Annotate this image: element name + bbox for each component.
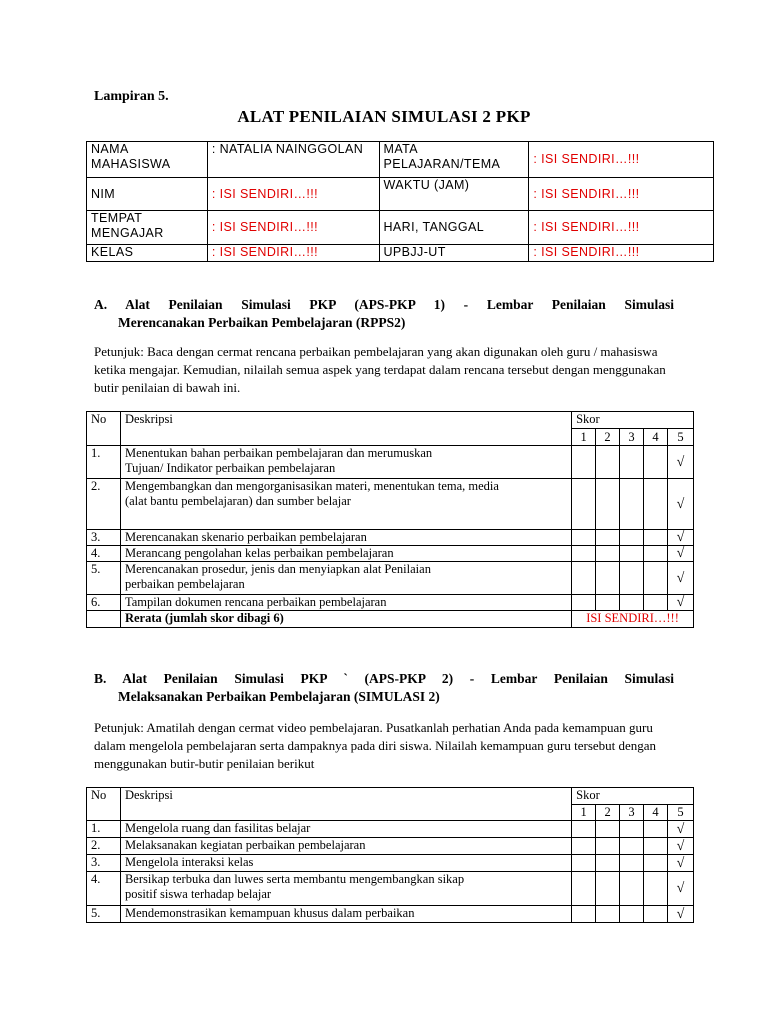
tempat-label: TEMPAT MENGAJAR [87, 211, 208, 245]
scale-2: 2 [596, 805, 620, 821]
kelas-value: : ISI SENDIRI…!!! [207, 245, 379, 262]
row-no: 2. [87, 479, 121, 530]
row-no: 4. [87, 546, 121, 562]
table-row [87, 906, 694, 923]
check-mark: √ [667, 872, 693, 906]
mapel-value: : ISI SENDIRI…!!! [529, 142, 714, 178]
col-desc-header: Deskripsi [120, 788, 571, 821]
scale-5: 5 [667, 429, 693, 446]
scale-3: 3 [620, 429, 644, 446]
section-b-heading-line1: Alat Penilaian Simulasi PKP ` (APS-PKP 2) - Lembar Penilaian Simulasi [122, 671, 674, 686]
scale-2: 2 [596, 429, 620, 446]
section-b-letter: B. [94, 671, 107, 686]
waktu-label: WAKTU (JAM) [379, 178, 529, 211]
col-no-header: No [87, 412, 121, 446]
table-row [87, 562, 694, 595]
identity-table [86, 141, 714, 262]
row-desc: Bersikap terbuka dan luwes serta membantu mengembangkan sikap positif siswa terhadap belajar [120, 872, 571, 906]
assessment-table-b [86, 787, 694, 923]
lampiran-label: Lampiran 5. [94, 89, 169, 104]
table-row [87, 838, 694, 855]
scale-5: 5 [667, 805, 693, 821]
row-desc: Tampilan dokumen rencana perbaikan pembelajaran [120, 595, 571, 611]
row-no: 4. [87, 872, 121, 906]
check-mark: √ [667, 906, 693, 923]
hari-value: : ISI SENDIRI…!!! [529, 211, 714, 245]
section-b-instructions: Petunjuk: Amatilah dengan cermat video pembelajaran. Pusatkanlah perhatian Anda pada kemampuan guru dalam mengelola pembelajaran serta dampaknya pada diri siswa. Nilailah kemampuan guru tersebut dengan menggunakan butir-butir penilaian berikut [94, 720, 657, 771]
hari-label: HARI, TANGGAL [379, 211, 529, 245]
row-desc: Merancang pengolahan kelas perbaikan pembelajaran [120, 546, 571, 562]
table-row [87, 595, 694, 611]
scale-1: 1 [572, 805, 596, 821]
section-a-instructions: Petunjuk: Baca dengan cermat rencana perbaikan pembelajaran yang akan digunakan oleh guru / mahasiswa ketika mengajar. Kemudian, nilailah semua aspek yang terdapat dalam rencana tersebut dengan menggunakan butir penilaian di bawah ini. [94, 344, 666, 395]
tempat-value: : ISI SENDIRI…!!! [207, 211, 379, 245]
scale-4: 4 [644, 805, 668, 821]
check-mark: √ [667, 530, 693, 546]
section-a-letter: A. [94, 297, 108, 312]
table-row [87, 446, 694, 479]
row-desc: Menentukan bahan perbaikan pembelajaran dan merumuskan Tujuan/ Indikator perbaikan pembelajaran [120, 446, 571, 479]
kelas-label: KELAS [87, 245, 208, 262]
row-desc: Mengembangkan dan mengorganisasikan materi, menentukan tema, media (alat bantu pembelajaran) dan sumber belajar [120, 479, 571, 530]
page-title: ALAT PENILAIAN SIMULASI 2 PKP [237, 107, 531, 126]
col-no-header: No [87, 788, 121, 821]
row-no: 6. [87, 595, 121, 611]
row-no: 1. [87, 821, 121, 838]
waktu-value: : ISI SENDIRI…!!! [529, 178, 714, 211]
row-desc: Melaksanakan kegiatan perbaikan pembelajaran [120, 838, 571, 855]
row-no: 5. [87, 562, 121, 595]
check-mark: √ [667, 562, 693, 595]
row-desc: Mendemonstrasikan kemampuan khusus dalam perbaikan [120, 906, 571, 923]
table-row [87, 546, 694, 562]
col-skor-header: Skor [572, 788, 694, 805]
nim-value: : ISI SENDIRI…!!! [207, 178, 379, 211]
scale-1: 1 [572, 429, 596, 446]
table-row [87, 872, 694, 906]
upbjj-value: : ISI SENDIRI…!!! [529, 245, 714, 262]
assessment-table-a [86, 411, 694, 628]
col-desc-header: Deskripsi [120, 412, 571, 446]
row-no: 3. [87, 855, 121, 872]
row-desc: Merencanakan prosedur, jenis dan menyiapkan alat Penilaian perbaikan pembelajaran [120, 562, 571, 595]
check-mark: √ [667, 855, 693, 872]
check-mark: √ [667, 479, 693, 530]
row-no: 3. [87, 530, 121, 546]
nim-label: NIM [87, 178, 208, 211]
section-a-heading-line2: Merencanakan Perbaikan Pembelajaran (RPPS2) [118, 315, 406, 330]
check-mark: √ [667, 446, 693, 479]
check-mark: √ [667, 821, 693, 838]
table-row [87, 479, 694, 530]
nama-value: : NATALIA NAINGGOLAN [207, 142, 379, 178]
section-a-heading [94, 296, 674, 332]
scale-3: 3 [620, 805, 644, 821]
row-no: 2. [87, 838, 121, 855]
table-row [87, 530, 694, 546]
scale-4: 4 [643, 429, 667, 446]
row-desc: Mengelola interaksi kelas [120, 855, 571, 872]
col-skor-header: Skor [572, 412, 694, 429]
section-a-heading-line1: Alat Penilaian Simulasi PKP (APS-PKP 1) - Lembar Penilaian Simulasi [125, 297, 674, 312]
row-desc: Merencanakan skenario perbaikan pembelajaran [120, 530, 571, 546]
row-no: 1. [87, 446, 121, 479]
table-row [87, 855, 694, 872]
section-b-heading-line2: Melaksanakan Perbaikan Pembelajaran (SIMULASI 2) [118, 689, 440, 704]
check-mark: √ [667, 546, 693, 562]
mapel-label: MATA PELAJARAN/TEMA [379, 142, 529, 178]
row-desc: Mengelola ruang dan fasilitas belajar [120, 821, 571, 838]
check-mark: √ [667, 595, 693, 611]
rerata-value: ISI SENDIRI…!!! [572, 611, 694, 628]
check-mark: √ [667, 838, 693, 855]
nama-label: NAMA MAHASISWA [87, 142, 208, 178]
rerata-label: Rerata (jumlah skor dibagi 6) [120, 611, 571, 628]
table-row [87, 821, 694, 838]
row-no: 5. [87, 906, 121, 923]
upbjj-label: UPBJJ-UT [379, 245, 529, 262]
section-b-heading [94, 670, 674, 706]
